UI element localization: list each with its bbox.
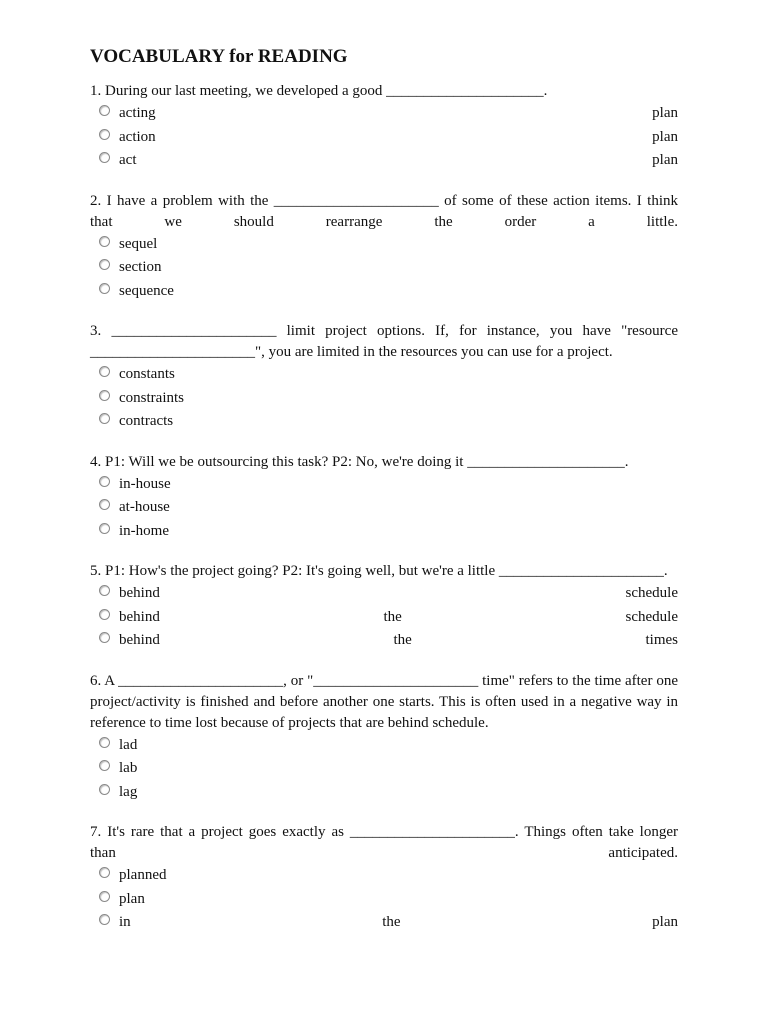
- answer-option-label: [119, 387, 678, 411]
- answer-option-word: acting: [119, 105, 156, 121]
- radio-button-icon[interactable]: [99, 283, 110, 294]
- answer-option[interactable]: [90, 520, 678, 544]
- question-2: [90, 191, 678, 304]
- radio-button-icon[interactable]: [99, 259, 110, 270]
- radio-button-icon[interactable]: [99, 366, 110, 377]
- answer-option[interactable]: [90, 126, 678, 150]
- answer-option-word: lag: [119, 783, 138, 800]
- radio-button-icon[interactable]: [99, 129, 110, 140]
- answer-option-label: [119, 629, 678, 653]
- answer-option[interactable]: [90, 473, 678, 497]
- question-stem: 6. A ______________________, or "______________________ time" refers to the time after one project/activity is finished and before another one starts. This is often used in a negative way in reference to time lost because of projects that are behind schedule.: [90, 672, 678, 731]
- answer-option-word: section: [119, 259, 162, 275]
- answer-option-word: at-house: [119, 499, 170, 515]
- answer-option-word: the: [383, 608, 402, 625]
- radio-button-icon[interactable]: [99, 236, 110, 247]
- question-6: [90, 671, 678, 805]
- answer-option[interactable]: [90, 781, 678, 805]
- question-1: [90, 81, 678, 173]
- answer-option[interactable]: [90, 410, 678, 434]
- answer-option-label: [119, 864, 678, 888]
- answer-option[interactable]: [90, 734, 678, 758]
- answer-option-word: in-house: [119, 475, 171, 492]
- answer-option[interactable]: [90, 280, 678, 304]
- answer-option-label: [119, 363, 678, 387]
- answer-option-word: sequence: [119, 282, 174, 299]
- answer-option-word: plan: [652, 128, 678, 145]
- question-stem: 7. It's rare that a project goes exactly as ______________________. Things often take longer than anticipated.: [90, 824, 678, 861]
- radio-button-icon[interactable]: [99, 523, 110, 534]
- answer-option-label: [119, 911, 678, 935]
- answer-option-label: [119, 734, 678, 758]
- radio-button-icon[interactable]: [99, 390, 110, 401]
- answer-option-label: [119, 582, 678, 606]
- answer-option-word: schedule: [625, 608, 678, 625]
- answer-option[interactable]: [90, 757, 678, 781]
- answer-option[interactable]: [90, 149, 678, 173]
- answer-option-word: lab: [119, 760, 138, 776]
- answer-option-word: behind: [119, 632, 160, 648]
- question-5: [90, 561, 678, 653]
- answer-option-label: [119, 888, 678, 912]
- answer-option-word: act: [119, 152, 137, 168]
- answer-option[interactable]: [90, 102, 678, 126]
- answer-option-label: [119, 410, 678, 434]
- question-3: [90, 321, 678, 434]
- radio-button-icon[interactable]: [99, 585, 110, 596]
- radio-button-icon[interactable]: [99, 476, 110, 487]
- question-stem: 4. P1: Will we be outsourcing this task? P2: No, we're doing it _____________________.: [90, 453, 629, 470]
- answer-option-word: plan: [652, 152, 678, 168]
- answer-option-word: behind: [119, 608, 160, 625]
- radio-button-icon[interactable]: [99, 867, 110, 878]
- answer-option-word: the: [382, 914, 401, 930]
- answer-option-word: plan: [652, 914, 678, 930]
- answer-option-word: in: [119, 914, 131, 930]
- answer-option-label: [119, 149, 678, 173]
- answer-option-label: [119, 280, 678, 304]
- answer-option-label: [119, 496, 678, 520]
- answer-option-word: lad: [119, 736, 138, 753]
- answer-option-label: [119, 256, 678, 280]
- answer-option-label: [119, 781, 678, 805]
- answer-option-label: [119, 606, 678, 630]
- answer-option-label: [119, 757, 678, 781]
- answer-option-word: constants: [119, 366, 175, 382]
- radio-button-icon[interactable]: [99, 499, 110, 510]
- question-stem: 2. I have a problem with the ______________________ of some of these action items. I think that we should rearrange the order a little.: [90, 192, 678, 230]
- radio-button-icon[interactable]: [99, 152, 110, 163]
- answer-option-label: [119, 102, 678, 126]
- answer-option[interactable]: [90, 256, 678, 280]
- answer-option-word: constraints: [119, 389, 184, 406]
- answer-option-label: [119, 520, 678, 544]
- answer-option-word: plan: [119, 890, 145, 907]
- answer-option-word: plan: [652, 105, 678, 121]
- answer-option[interactable]: [90, 629, 678, 653]
- radio-button-icon[interactable]: [99, 784, 110, 795]
- answer-option-word: schedule: [625, 585, 678, 601]
- radio-button-icon[interactable]: [99, 760, 110, 771]
- answer-option[interactable]: [90, 888, 678, 912]
- radio-button-icon[interactable]: [99, 914, 110, 925]
- radio-button-icon[interactable]: [99, 632, 110, 643]
- radio-button-icon[interactable]: [99, 737, 110, 748]
- answer-option[interactable]: [90, 387, 678, 411]
- worksheet: [90, 46, 678, 953]
- answer-option-word: action: [119, 128, 156, 145]
- question-7: [90, 822, 678, 935]
- radio-button-icon[interactable]: [99, 891, 110, 902]
- answer-option-word: sequel: [119, 235, 158, 252]
- answer-option[interactable]: [90, 233, 678, 257]
- answer-option[interactable]: [90, 606, 678, 630]
- radio-button-icon[interactable]: [99, 609, 110, 620]
- radio-button-icon[interactable]: [99, 413, 110, 424]
- answer-option-word: contracts: [119, 413, 174, 429]
- question-stem: 1. During our last meeting, we developed a good _____________________.: [90, 83, 548, 99]
- answer-option[interactable]: [90, 911, 678, 935]
- answer-option-word: behind: [119, 585, 160, 601]
- answer-option[interactable]: [90, 363, 678, 387]
- answer-option[interactable]: [90, 582, 678, 606]
- radio-button-icon[interactable]: [99, 105, 110, 116]
- answer-option-label: [119, 473, 678, 497]
- answer-option-word: times: [645, 632, 678, 648]
- question-4: [90, 452, 678, 544]
- answer-option-word: the: [393, 632, 412, 648]
- page-title: VOCABULARY for READING: [90, 46, 348, 67]
- question-stem: 5. P1: How's the project going? P2: It's going well, but we're a little ______________________.: [90, 563, 668, 579]
- answer-option-label: [119, 126, 678, 150]
- answer-option-word: in-home: [119, 522, 169, 539]
- question-stem: 3. ______________________ limit project options. If, for instance, you have "resource ______________________", you are limited in the resources you can use for a project.: [90, 323, 678, 360]
- answer-option[interactable]: [90, 496, 678, 520]
- answer-option-label: [119, 233, 678, 257]
- answer-option[interactable]: [90, 864, 678, 888]
- question-list: [90, 81, 678, 935]
- answer-option-word: planned: [119, 867, 167, 883]
